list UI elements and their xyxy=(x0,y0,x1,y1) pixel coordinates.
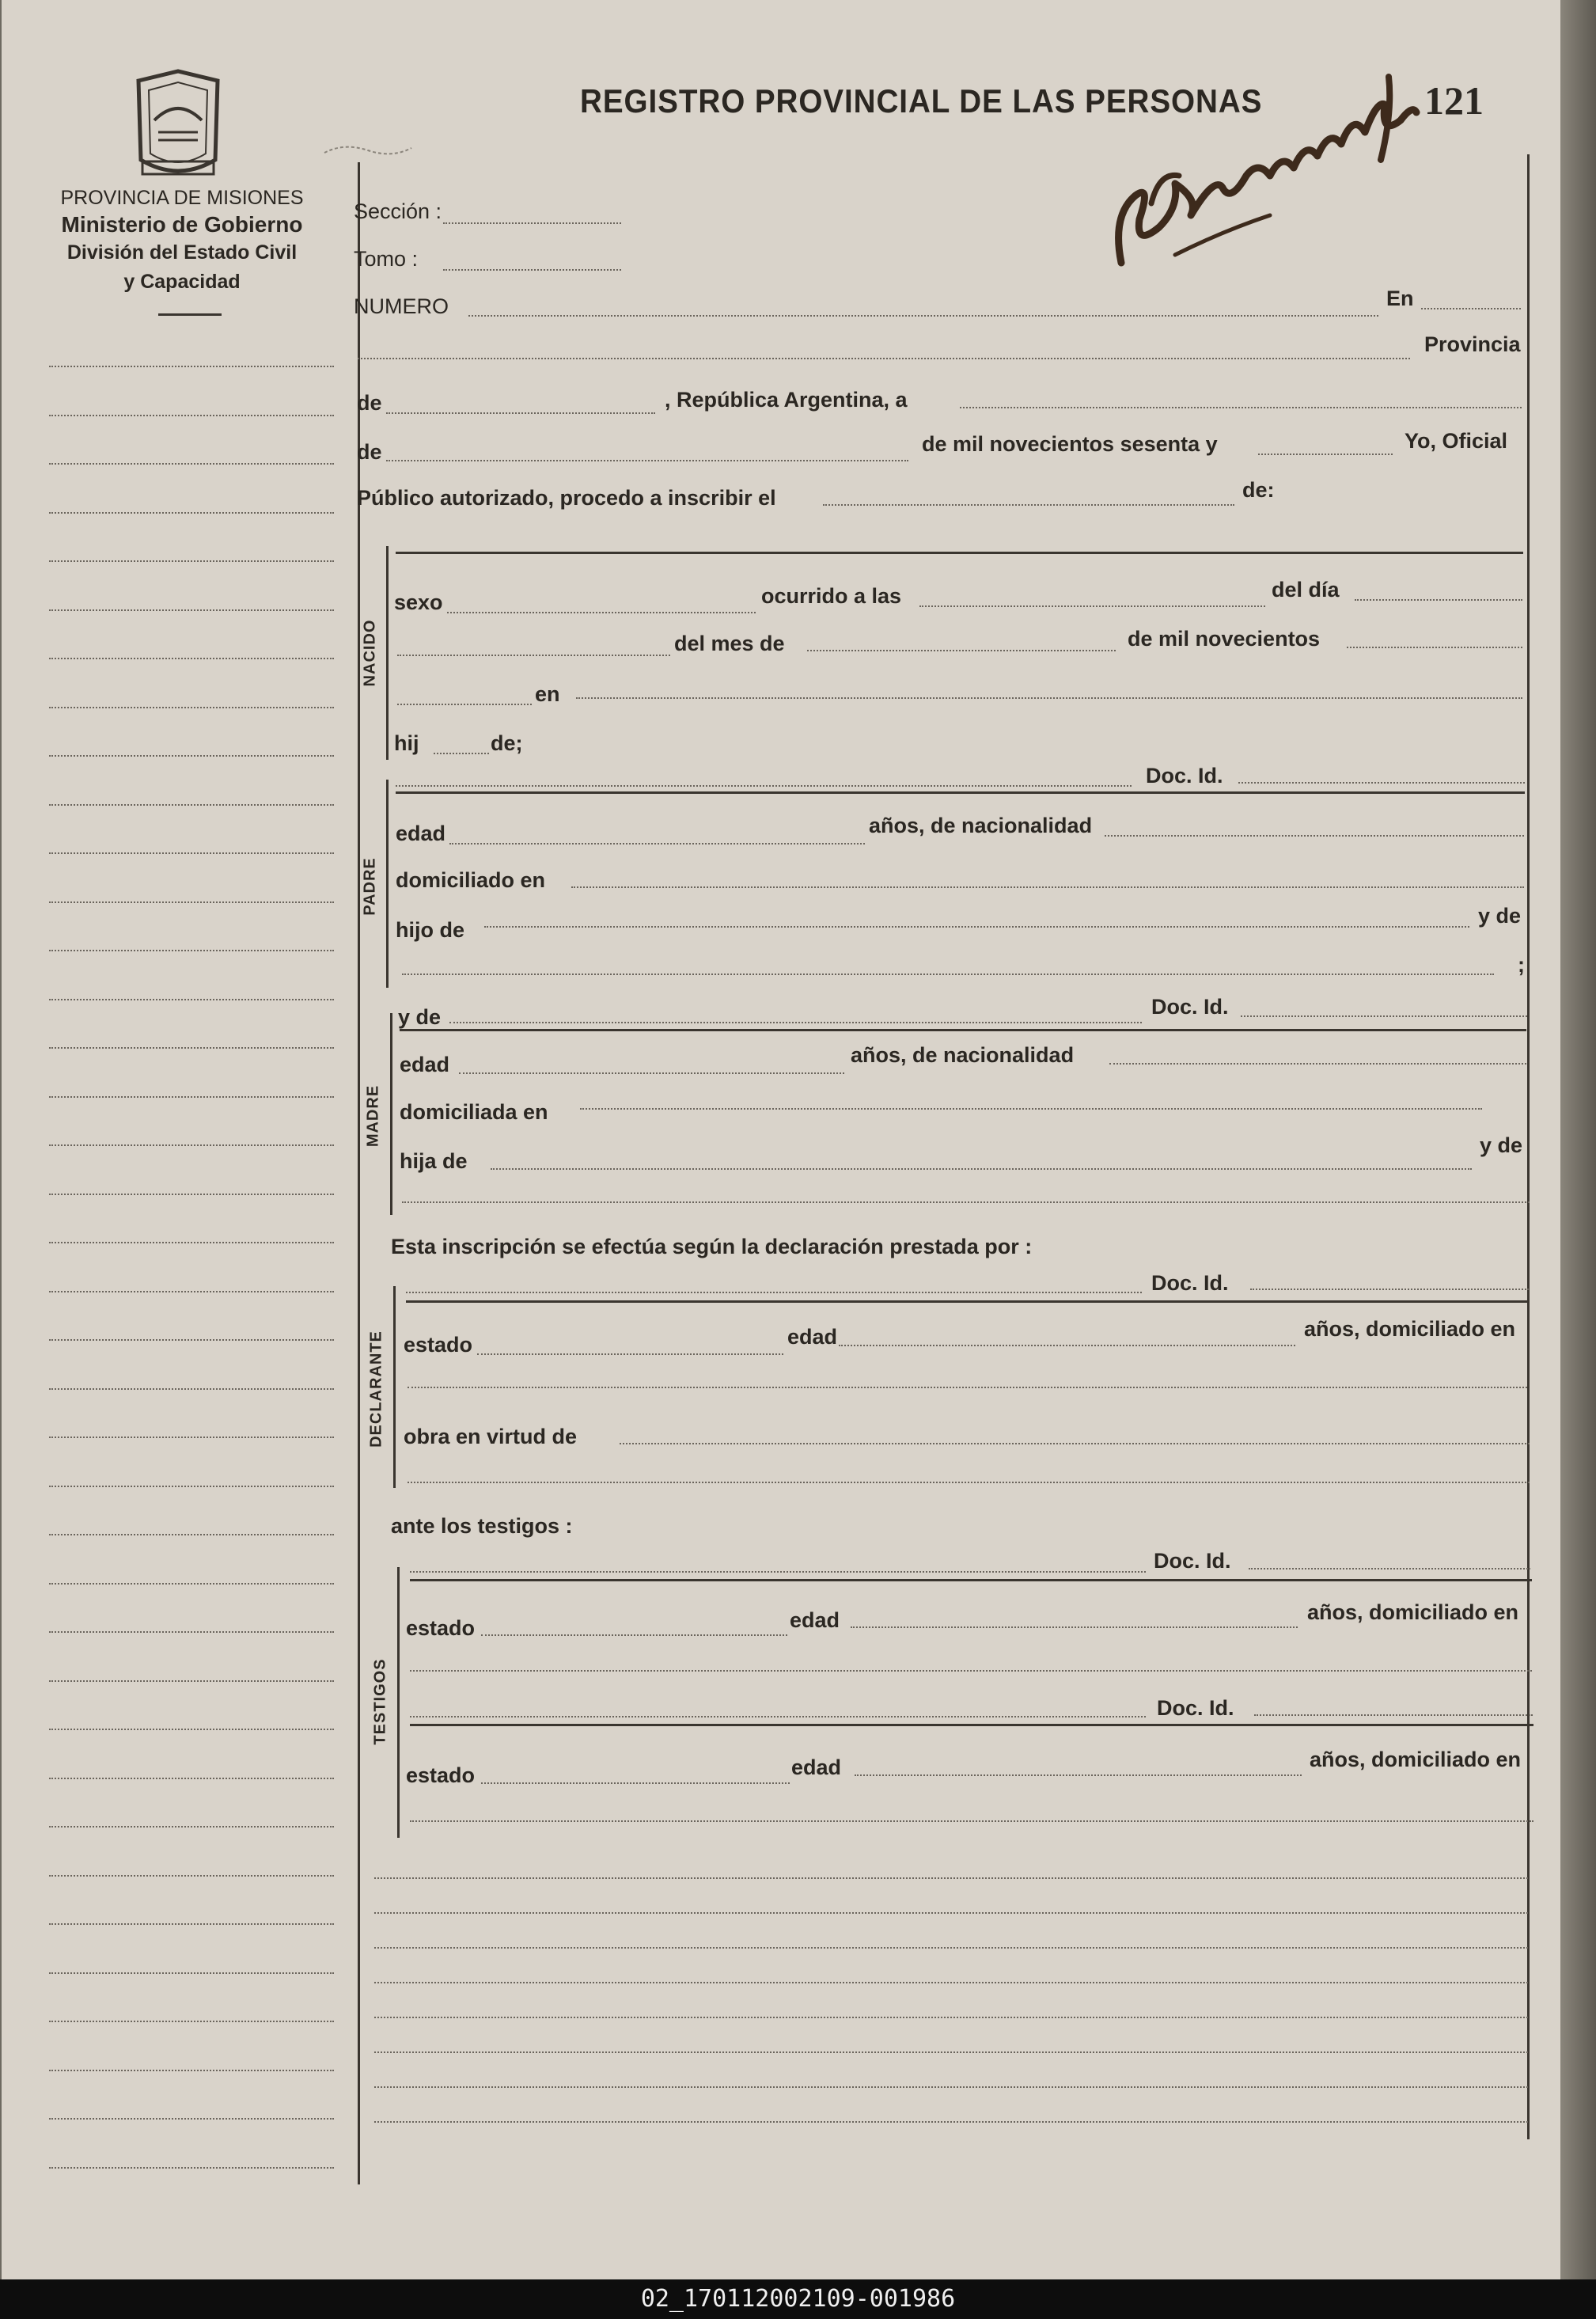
label-doc-id-declarante: Doc. Id. xyxy=(1151,1271,1229,1295)
margin-line[interactable] xyxy=(49,1631,334,1633)
field-edad-testigo-1[interactable] xyxy=(851,1626,1298,1628)
margin-line[interactable] xyxy=(49,512,334,514)
field-del-mes[interactable] xyxy=(807,650,1116,651)
field-doc-id-madre[interactable] xyxy=(1241,1015,1527,1017)
label-sexo: sexo xyxy=(394,590,443,614)
field-testigo-1-name[interactable] xyxy=(410,1571,1146,1573)
label-publico: Público autorizado, procedo a inscribir el xyxy=(357,486,776,510)
page-edge-shadow xyxy=(1560,0,1596,2279)
notes-line[interactable] xyxy=(374,1912,1528,1914)
margin-line[interactable] xyxy=(49,1242,334,1243)
label-de-semicolon: de; xyxy=(491,731,523,755)
field-sesenta-y[interactable] xyxy=(1258,454,1393,455)
margin-line[interactable] xyxy=(49,2070,334,2071)
label-republica: , República Argentina, a xyxy=(665,388,908,412)
field-estado-testigo-1[interactable] xyxy=(481,1634,787,1636)
margin-line[interactable] xyxy=(49,707,334,708)
field-de-2[interactable] xyxy=(386,460,908,461)
field-domicilio-testigo-1[interactable] xyxy=(410,1670,1532,1672)
section-label-padre: PADRE xyxy=(361,857,379,916)
notes-line[interactable] xyxy=(374,2051,1528,2053)
field-del-dia[interactable] xyxy=(1355,599,1522,601)
label-numero: NUMERO xyxy=(354,294,449,318)
header-capacity: y Capacidad xyxy=(123,271,241,293)
margin-line[interactable] xyxy=(49,1144,334,1146)
declarante-top-rule xyxy=(406,1300,1530,1303)
header-division: División del Estado Civil xyxy=(66,241,298,264)
label-hija-de: hija de xyxy=(400,1149,468,1173)
margin-line[interactable] xyxy=(49,1972,334,1974)
field-doc-id-padre[interactable] xyxy=(1238,782,1525,784)
field-en-pre[interactable] xyxy=(397,704,532,705)
label-del-mes: del mes de xyxy=(674,632,785,655)
label-edad-testigo-1: edad xyxy=(790,1608,840,1632)
field-domicilio-declarante[interactable] xyxy=(408,1387,1527,1388)
label-domiciliado-padre: domiciliado en xyxy=(396,868,546,892)
header-ministry: Ministerio de Gobierno xyxy=(61,212,303,237)
field-edad-declarante[interactable] xyxy=(839,1345,1295,1346)
margin-line[interactable] xyxy=(49,2118,334,2120)
testigos-bracket xyxy=(397,1567,400,1838)
field-estado-declarante[interactable] xyxy=(477,1353,783,1355)
margin-line[interactable] xyxy=(49,999,334,1000)
label-del-dia: del día xyxy=(1272,578,1340,602)
provincial-emblem xyxy=(127,65,229,184)
field-del-mes-pre[interactable] xyxy=(397,655,670,656)
label-yo-oficial: Yo, Oficial xyxy=(1405,429,1508,453)
label-semicolon: ; xyxy=(1518,953,1525,977)
label-anos-dom-testigo-1: años, domiciliado en xyxy=(1307,1600,1519,1624)
field-obra[interactable] xyxy=(620,1443,1530,1444)
margin-line[interactable] xyxy=(49,1875,334,1877)
margin-line[interactable] xyxy=(49,1437,334,1438)
field-de-1[interactable] xyxy=(386,412,655,414)
label-de-colon: de: xyxy=(1242,478,1275,502)
margin-line[interactable] xyxy=(49,366,334,367)
field-republica[interactable] xyxy=(960,407,1522,408)
field-nac-madre[interactable] xyxy=(1109,1063,1526,1065)
testigo-1-top-rule xyxy=(410,1579,1532,1581)
field-domiciliado-padre[interactable] xyxy=(571,886,1524,888)
margin-line[interactable] xyxy=(49,1194,334,1195)
label-estado-testigo-1: estado xyxy=(406,1616,476,1640)
madre-bracket xyxy=(390,1013,392,1215)
label-mil-novecientos: de mil novecientos xyxy=(1128,627,1321,651)
label-anos-dom-declarante: años, domiciliado en xyxy=(1304,1317,1516,1341)
field-inscribir[interactable] xyxy=(823,504,1234,506)
label-seccion: Sección : xyxy=(354,199,442,223)
field-hijo-de[interactable] xyxy=(484,926,1469,928)
field-doc-id-testigo-2[interactable] xyxy=(1254,1714,1533,1716)
field-hijo-de-2[interactable] xyxy=(402,974,1494,975)
margin-line[interactable] xyxy=(49,1583,334,1585)
label-doc-id-testigo-1: Doc. Id. xyxy=(1154,1549,1231,1573)
margin-line[interactable] xyxy=(49,1534,334,1535)
label-hijo-de: hijo de xyxy=(396,918,464,942)
label-obra: obra en virtud de xyxy=(404,1425,578,1448)
field-ocurrido[interactable] xyxy=(919,605,1265,607)
field-doc-id-declarante[interactable] xyxy=(1250,1289,1529,1290)
field-declarante-name[interactable] xyxy=(406,1292,1142,1293)
margin-line[interactable] xyxy=(49,1339,334,1341)
notes-line[interactable] xyxy=(374,2121,1528,2123)
field-edad-testigo-2[interactable] xyxy=(855,1774,1302,1776)
field-madre-extra[interactable] xyxy=(402,1201,1530,1203)
label-y-de-padre: y de xyxy=(1478,904,1522,928)
label-y-de-madre: y de xyxy=(1480,1133,1523,1157)
padre-bracket xyxy=(386,780,389,988)
field-estado-testigo-2[interactable] xyxy=(481,1782,790,1784)
label-estado-testigo-2: estado xyxy=(406,1763,476,1787)
field-mil-novecientos[interactable] xyxy=(1347,647,1522,648)
section-label-declarante: DECLARANTE xyxy=(367,1330,385,1448)
label-anos-nac-padre: años, de nacionalidad xyxy=(869,814,1093,837)
margin-line[interactable] xyxy=(49,658,334,659)
field-hija-de[interactable] xyxy=(491,1168,1472,1170)
label-anos-nac-madre: años, de nacionalidad xyxy=(851,1043,1075,1067)
header-underline xyxy=(158,313,222,316)
field-sexo[interactable] xyxy=(447,612,756,613)
notes-line[interactable] xyxy=(374,1947,1528,1949)
notes-line[interactable] xyxy=(374,2017,1528,2018)
margin-line[interactable] xyxy=(49,1729,334,1730)
margin-line[interactable] xyxy=(49,1388,334,1390)
paper-sheet xyxy=(2,0,1560,2279)
handwritten-signature xyxy=(1104,57,1420,271)
page-number: 121 xyxy=(1424,78,1484,123)
field-edad-padre[interactable] xyxy=(449,843,865,844)
label-domiciliada: domiciliada en xyxy=(400,1100,548,1124)
field-numero[interactable] xyxy=(468,315,1378,317)
label-mil-sesenta: de mil novecientos sesenta y xyxy=(922,432,1218,456)
margin-line[interactable] xyxy=(49,950,334,951)
notes-line[interactable] xyxy=(374,2086,1528,2088)
label-edad-declarante: edad xyxy=(787,1325,838,1349)
field-tomo[interactable] xyxy=(443,269,621,271)
notes-line[interactable] xyxy=(374,1877,1528,1879)
margin-line[interactable] xyxy=(49,1096,334,1098)
label-ante-testigos: ante los testigos : xyxy=(391,1514,573,1538)
section-label-madre: MADRE xyxy=(364,1084,382,1148)
label-tomo: Tomo : xyxy=(354,247,419,271)
field-domiciliada[interactable] xyxy=(580,1108,1482,1110)
label-edad-padre: edad xyxy=(396,822,446,845)
section-label-nacido: NACIDO xyxy=(361,619,379,687)
label-doc-id-padre: Doc. Id. xyxy=(1146,764,1223,788)
label-edad-testigo-2: edad xyxy=(791,1755,842,1779)
margin-line[interactable] xyxy=(49,1291,334,1292)
label-en: En xyxy=(1386,287,1414,310)
label-de-1: de xyxy=(357,391,382,415)
testigo-2-top-rule xyxy=(410,1724,1533,1726)
label-anos-dom-testigo-2: años, domiciliado en xyxy=(1310,1748,1522,1771)
label-y-de-madre-header: y de xyxy=(398,1005,442,1029)
label-doc-id-testigo-2: Doc. Id. xyxy=(1157,1696,1234,1720)
label-ocurrido: ocurrido a las xyxy=(761,584,902,608)
margin-line[interactable] xyxy=(49,901,334,903)
margin-line[interactable] xyxy=(49,1778,334,1779)
section-label-testigos: TESTIGOS xyxy=(371,1658,389,1745)
label-hij: hij xyxy=(394,731,419,755)
label-en-lower: en xyxy=(535,682,560,706)
nacido-bracket xyxy=(386,546,389,760)
margin-line[interactable] xyxy=(49,1486,334,1487)
field-madre-name[interactable] xyxy=(449,1022,1142,1023)
label-doc-id-madre: Doc. Id. xyxy=(1151,995,1229,1019)
label-de-2: de xyxy=(357,440,382,464)
label-estado-declarante: estado xyxy=(404,1333,473,1357)
field-en[interactable] xyxy=(1421,308,1521,309)
margin-line[interactable] xyxy=(49,1047,334,1049)
label-provincia: Provincia xyxy=(1424,332,1521,356)
nacido-top-rule xyxy=(396,552,1523,554)
field-obra-2[interactable] xyxy=(408,1482,1530,1483)
declarante-bracket xyxy=(393,1286,396,1488)
label-esta-inscripcion: Esta inscripción se efectúa según la declaración prestada por : xyxy=(391,1235,1033,1258)
right-vertical-rule xyxy=(1527,154,1530,2139)
field-doc-id-testigo-1[interactable] xyxy=(1249,1568,1530,1569)
margin-line[interactable] xyxy=(49,1680,334,1682)
field-testigo-2-name[interactable] xyxy=(410,1716,1146,1717)
field-nac-padre[interactable] xyxy=(1105,835,1524,837)
field-hij[interactable] xyxy=(434,753,489,754)
field-seccion[interactable] xyxy=(443,222,621,224)
field-provincia[interactable] xyxy=(358,358,1410,359)
margin-line[interactable] xyxy=(49,2167,334,2169)
margin-line[interactable] xyxy=(49,560,334,562)
margin-line[interactable] xyxy=(49,415,334,416)
field-edad-madre[interactable] xyxy=(459,1072,844,1074)
field-domicilio-testigo-2[interactable] xyxy=(410,1820,1533,1822)
padre-top-rule xyxy=(396,791,1525,794)
field-en-lower[interactable] xyxy=(576,697,1522,699)
margin-line[interactable] xyxy=(49,1826,334,1827)
image-caption: 02_170112002109-001986 xyxy=(640,2285,956,2313)
field-padre-name[interactable] xyxy=(396,785,1132,787)
margin-line[interactable] xyxy=(49,463,334,465)
faint-mark xyxy=(320,139,415,162)
document-title: REGISTRO PROVINCIAL DE LAS PERSONAS xyxy=(580,82,1263,120)
header-province: PROVINCIA DE MISIONES xyxy=(60,187,304,209)
margin-line[interactable] xyxy=(49,609,334,611)
madre-top-rule xyxy=(400,1029,1526,1031)
margin-line[interactable] xyxy=(49,755,334,757)
margin-line[interactable] xyxy=(49,1923,334,1925)
margin-line[interactable] xyxy=(49,852,334,854)
label-edad-madre: edad xyxy=(400,1053,450,1076)
margin-line[interactable] xyxy=(49,2021,334,2022)
margin-line[interactable] xyxy=(49,804,334,806)
notes-line[interactable] xyxy=(374,1982,1528,1983)
